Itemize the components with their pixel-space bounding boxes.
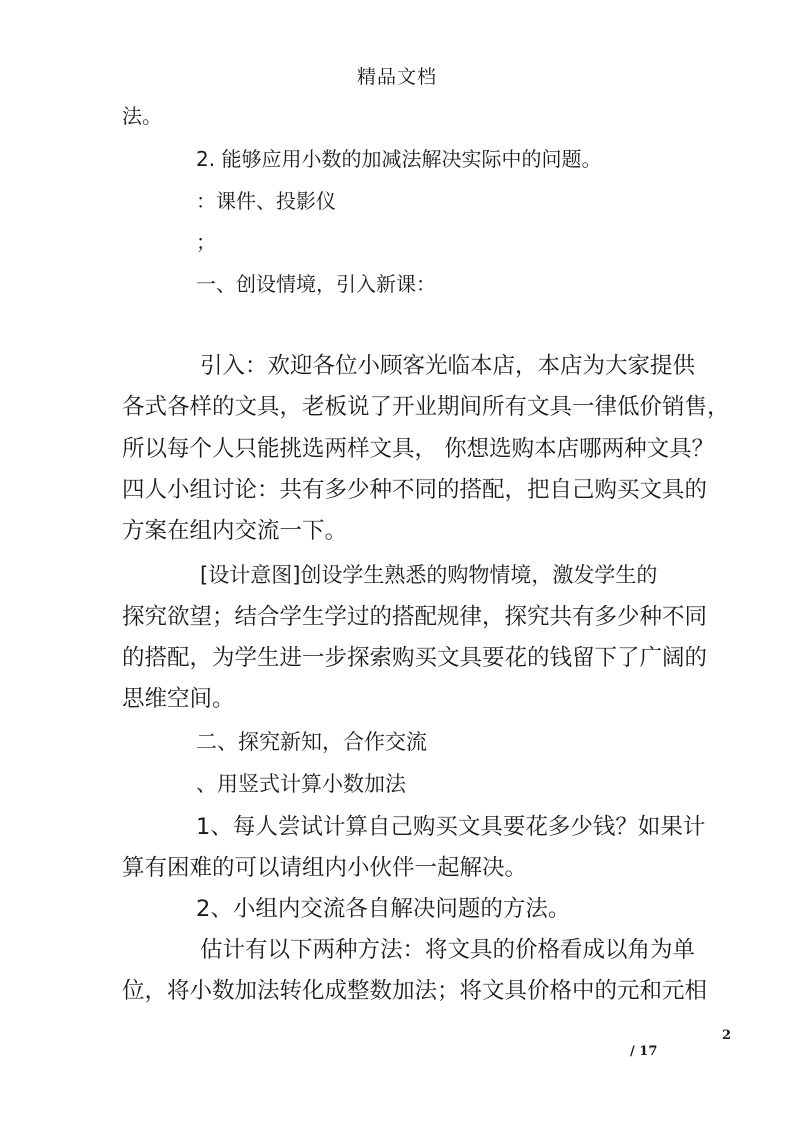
text-line: 所以每个人只能挑选两样文具， 你想选购本店哪两种文具？ [122, 436, 715, 462]
text-line: 的搭配，为学生进一步探索购买文具要花的钱留下了广阔的 [122, 645, 708, 671]
text-line: 算有困难的可以请组内小伙伴一起解决。 [122, 855, 528, 881]
text-line: 引入：欢迎各位小顾客光临本店，本店为大家提供 [200, 353, 696, 379]
text-line: 各式各样的文具，老板说了开业期间所有文具一律低价销售， [122, 394, 730, 420]
text-line: 法。 [122, 104, 162, 128]
text-line: 1、每人尝试计算自己购买文具要花多少钱？如果计 [196, 814, 706, 840]
text-line: [设计意图]创设学生熟悉的购物情境，激发学生的 [200, 563, 658, 587]
section-heading: 二、探究新知，合作交流 [196, 730, 427, 754]
page-header-title: 精品文档 [356, 66, 437, 88]
text-line: 四人小组讨论：共有多少种不同的搭配，把自己购买文具的 [122, 477, 708, 503]
text-line: 2. 能够应用小数的加减法解决实际中的问题。 [196, 147, 602, 171]
section-heading: 一、创设情境，引入新课： [196, 272, 436, 296]
text-line: 探究欲望；结合学生学过的搭配规律，探究共有多少种不同 [122, 604, 708, 630]
text-line: 方案在组内交流一下。 [122, 518, 348, 544]
text-line: ：课件、投影仪 [196, 189, 336, 213]
page-number: 2 [722, 1028, 732, 1043]
text-line: 思维空间。 [122, 686, 235, 712]
page-total: / 17 [630, 1044, 658, 1059]
text-line: 位，将小数加法转化成整数加法；将文具价格中的元和元相 [122, 978, 708, 1004]
text-line: ； [196, 230, 216, 254]
text-line: 估计有以下两种方法：将文具的价格看成以角为单 [200, 937, 696, 963]
text-line: 、用竖式计算小数加法 [196, 772, 406, 796]
text-line: 2、小组内交流各自解决问题的方法。 [196, 896, 571, 922]
